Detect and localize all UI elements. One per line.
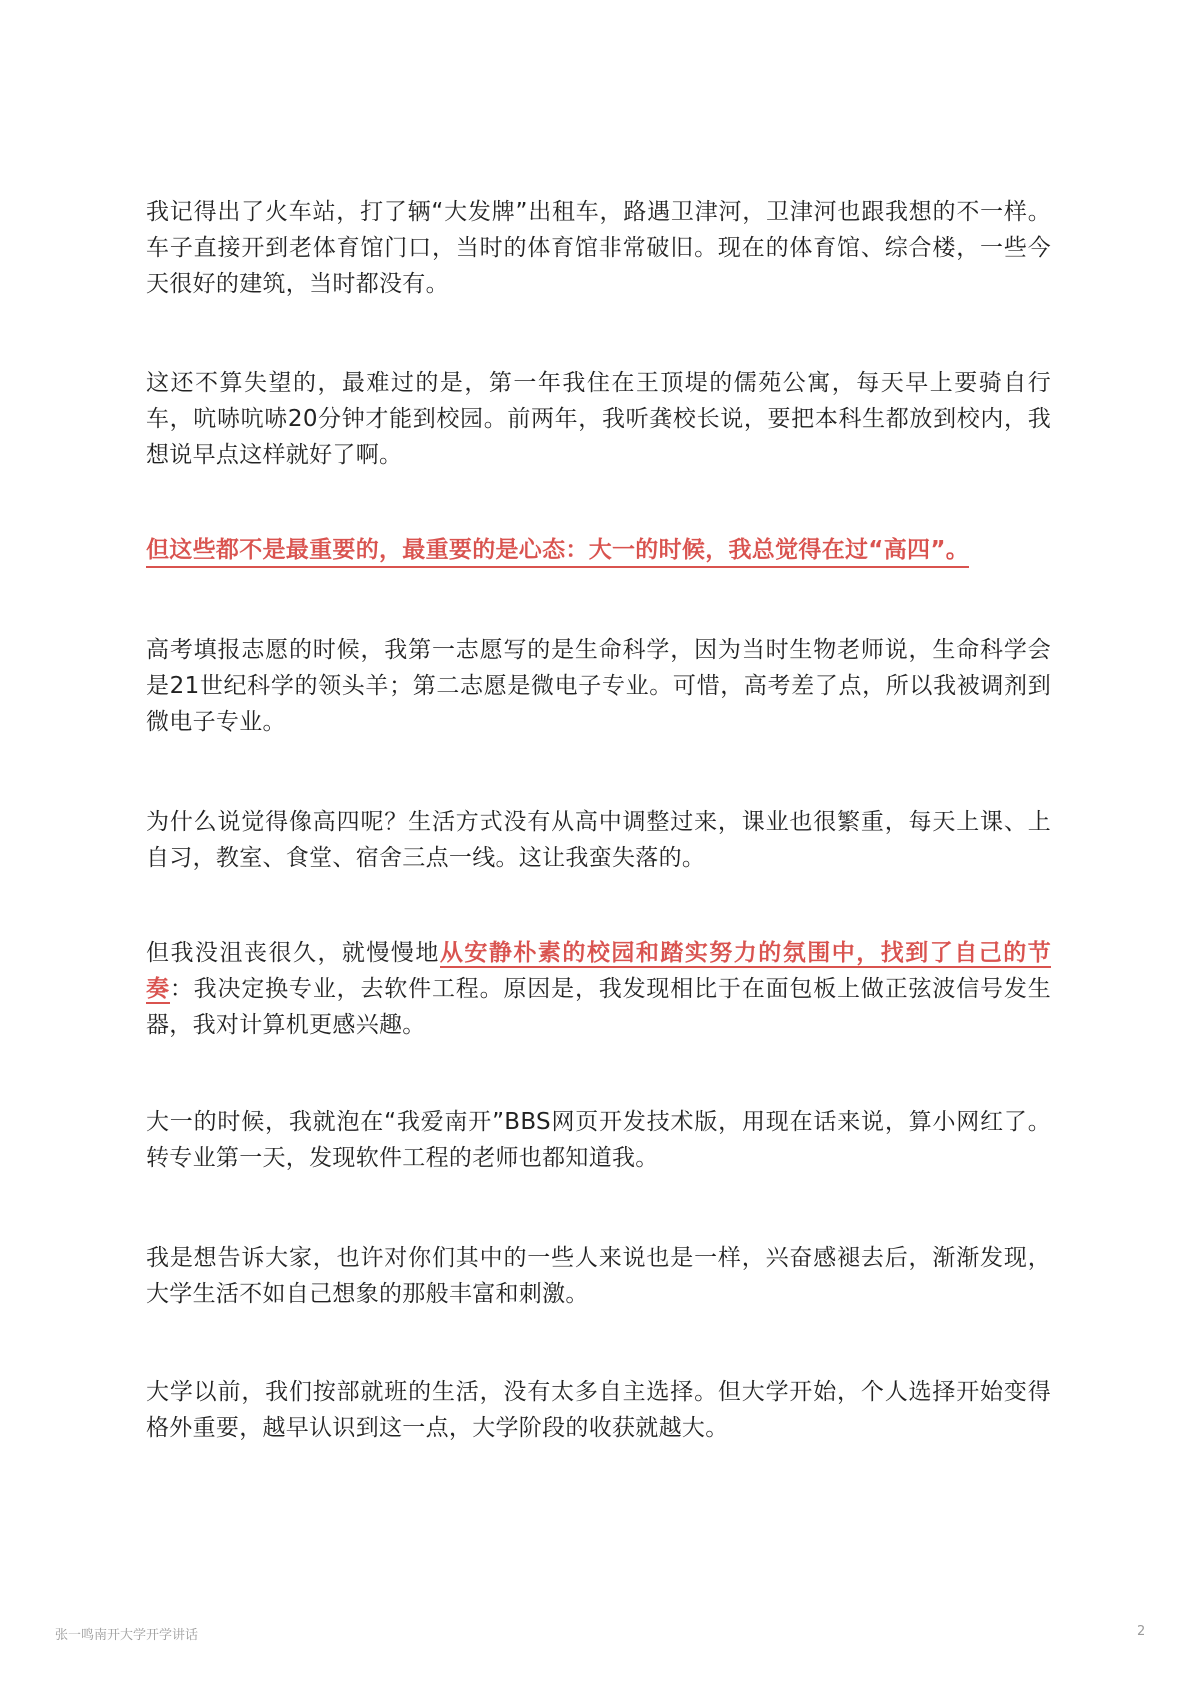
paragraph-major-choice: 高考填报志愿的时候，我第一志愿写的是生命科学，因为当时生物老师说，生命科学会是21世纪科学的领头羊；第二志愿是微电子专业。可惜，高考差了点，所以我被调剂到微电子专业。 [146,637,1051,735]
highlighted-paragraph-mindset [146,532,1051,568]
paragraph-personal-choice: 大学以前，我们按部就班的生活，没有太多自主选择。但大学开始，个人选择开始变得格外重要，越早认识到这一点，大学阶段的收获就越大。 [146,1379,1051,1441]
footer-page-number: 2 [1137,1624,1146,1639]
paragraph-train-station: 我记得出了火车站，打了辆“大发牌”出租车，路遇卫津河，卫津河也跟我想的不一样。车子直接开到老体育馆门口，当时的体育馆非常破旧。现在的体育馆、综合楼，一些今天很好的建筑，当时都没有。 [146,199,1051,297]
paragraph-change-major [146,935,1051,1043]
highlighted-text: 但这些都不是最重要的，最重要的是心态：大一的时候，我总觉得在过“高四”。 [146,537,969,568]
paragraph-excitement-fades: 我是想告诉大家，也许对你们其中的一些人来说也是一样，兴奋感褪去后，渐渐发现，大学生活不如自己想象的那般丰富和刺激。 [146,1245,1051,1307]
paragraph-dormitory: 这还不算失望的，最难过的是，第一年我住在王顶堤的儒苑公寓，每天早上要骑自行车，吭哧吭哧20分钟才能到校园。前两年，我听龚校长说，要把本科生都放到校内，我想说早点这样就好了啊。 [146,370,1051,468]
text-after-highlight: ：我决定换专业，去软件工程。原因是，我发现相比于在面包板上做正弦波信号发生器，我对计算机更感兴趣。 [146,976,1051,1038]
text-before-highlight: 但我没沮丧很久，就慢慢地 [146,940,440,966]
footer-document-title: 张一鸣南开大学开学讲话 [55,1628,199,1643]
paragraph-bbs: 大一的时候，我就泡在“我爱南开”BBS网页开发技术版，用现在话来说，算小网红了。转专业第一天，发现软件工程的老师也都知道我。 [146,1109,1051,1171]
paragraph-gao-si: 为什么说觉得像高四呢？生活方式没有从高中调整过来，课业也很繁重，每天上课、上自习，教室、食堂、宿舍三点一线。这让我蛮失落的。 [146,809,1051,871]
inline-highlight: 从安静朴素的校园和踏实努力的氛围中，找到了自己的节奏 [146,940,1051,1002]
